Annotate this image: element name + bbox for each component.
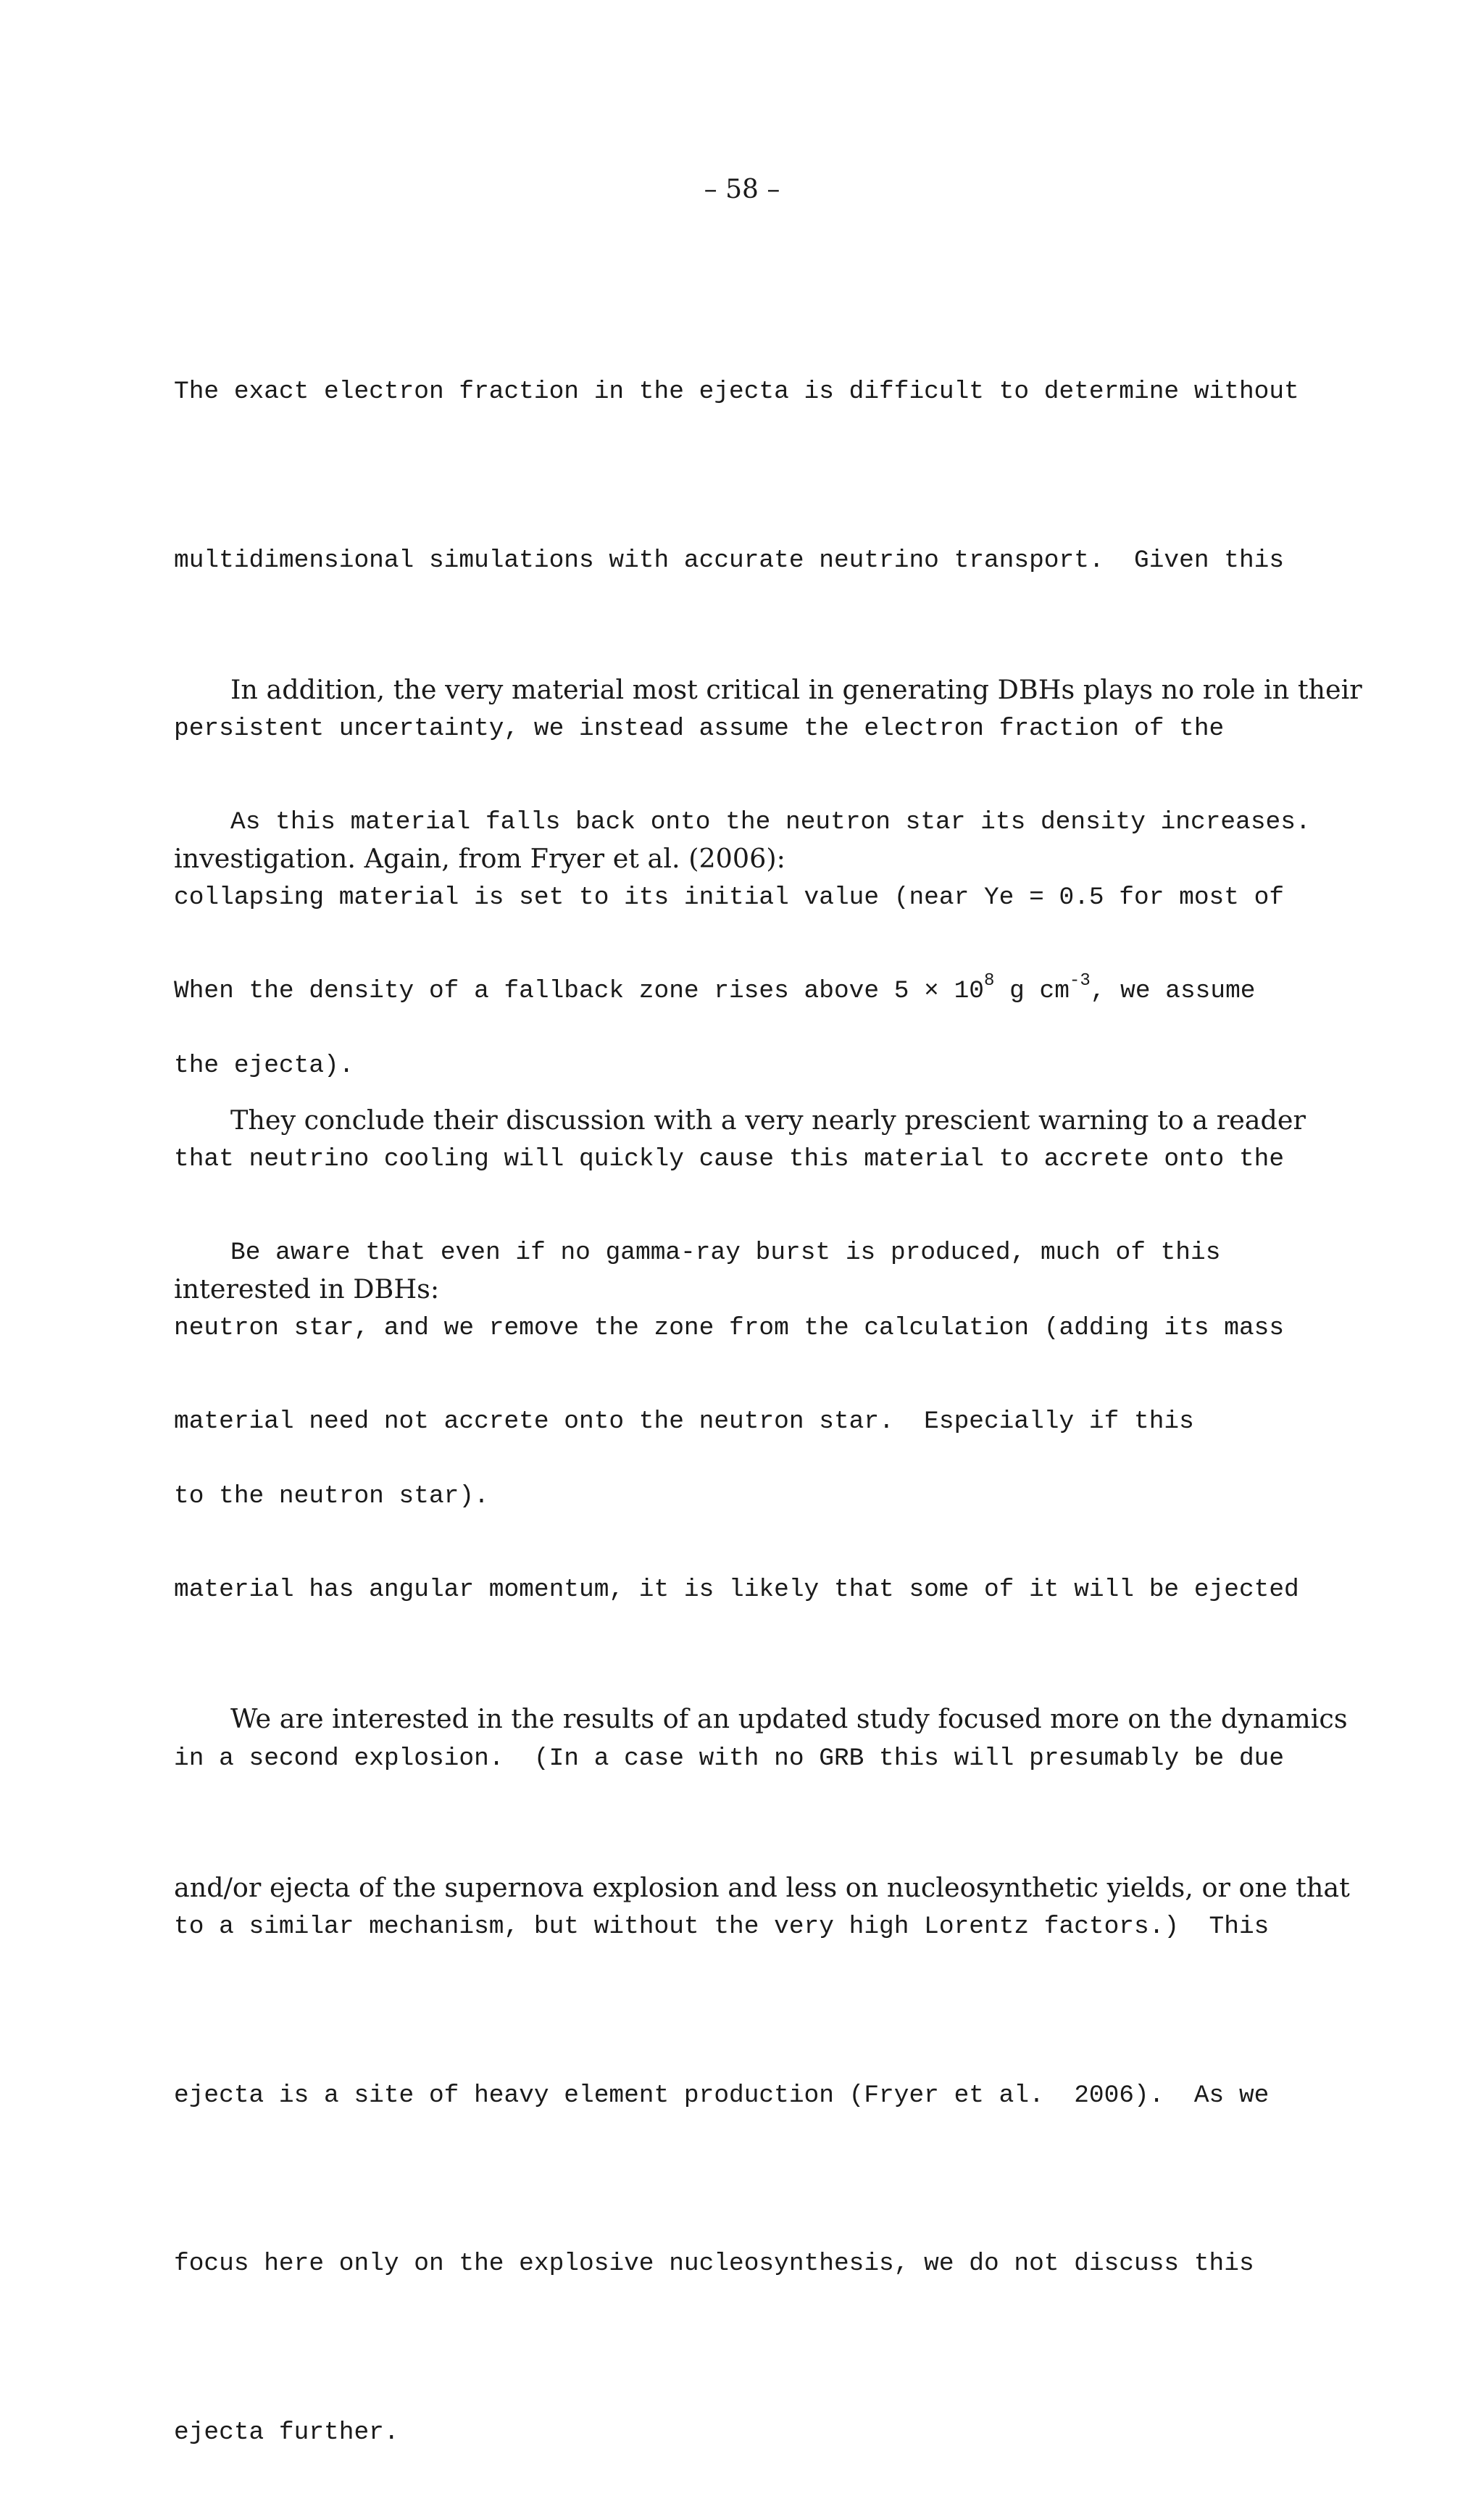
paragraph-line: We are interested in the results of an updated study focused more on the dynamics [230, 1703, 1348, 1734]
paragraph-line: investigation. Again, from Fryer et al. (2006): [174, 842, 785, 874]
quote-line: material has angular momentum, it is likely that some of it will be ejected [174, 1576, 1299, 1604]
superscript-exponent: 8 [983, 971, 995, 991]
quote-line: the ejecta). [174, 1052, 354, 1080]
quote-text: When the density of a fallback zone rises above 5 × 10 [174, 976, 984, 1005]
quote-text: , we assume [1090, 976, 1256, 1005]
paragraph-line: They conclude their discussion with a very nearly prescient warning to a reader [230, 1104, 1306, 1136]
quote-line: As this material falls back onto the neutron star its density increases. [230, 808, 1311, 836]
quote-line: neutron star, and we remove the zone from the calculation (adding its mass [174, 1313, 1285, 1342]
page-number: – 58 – [704, 175, 780, 204]
quote-text: g cm [994, 976, 1070, 1005]
quote-line: that neutrino cooling will quickly cause this material to accrete onto the [174, 1145, 1285, 1173]
paragraph-line: interested in DBHs: [174, 1273, 440, 1305]
quote-line: to the neutron star). [174, 1482, 489, 1510]
paragraph-line: In addition, the very material most critical in generating DBHs plays no role in their [230, 674, 1362, 705]
quote-line: ejecta further. [174, 2418, 399, 2447]
quote-line: multidimensional simulations with accurate neutrino transport. Given this [174, 546, 1285, 575]
quote-line: material need not accrete onto the neutron star. Especially if this [174, 1407, 1194, 1436]
quote-line: The exact electron fraction in the ejecta is difficult to determine without [174, 378, 1299, 406]
quote-line: Be aware that even if no gamma-ray burst is produced, much of this [230, 1239, 1221, 1267]
quote-line: to a similar mechanism, but without the very high Lorentz factors.) This [174, 1913, 1270, 1941]
quote-line: persistent uncertainty, we instead assume the electron fraction of the [174, 715, 1225, 743]
quote-line: collapsing material is set to its initial value (near Ye = 0.5 for most of [174, 883, 1285, 912]
paragraph-3 [174, 1578, 1350, 1972]
quote-line: ejecta is a site of heavy element production (Fryer et al. 2006). As we [174, 2081, 1270, 2110]
paragraph-line: and/or ejecta of the supernova explosion and less on nucleosynthetic yields, or one that [174, 1871, 1350, 1903]
superscript-exponent: -3 [1069, 971, 1091, 991]
quote-line: in a second explosion. (In a case with no GRB this will presumably be due [174, 1744, 1285, 1773]
quote-line: focus here only on the explosive nucleosynthesis, we do not discuss this [174, 2250, 1254, 2278]
